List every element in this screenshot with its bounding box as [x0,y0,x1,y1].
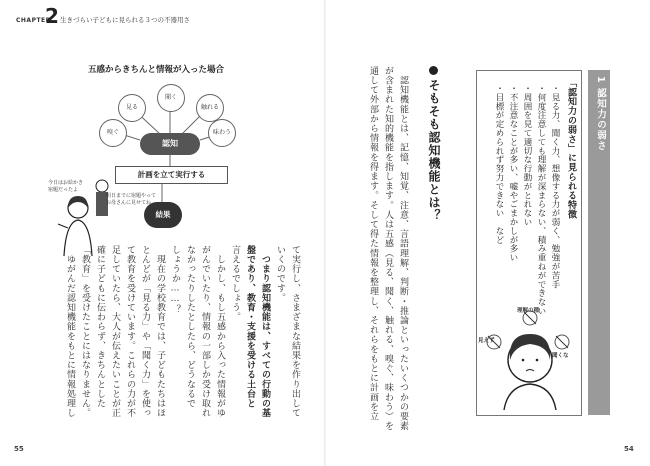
feature-item: ・見る力、聞く力、想像する力が弱く、勉強が苦手 [550,84,560,289]
body-line: なかったりしたとしたら、どうなるで [185,245,195,409]
page-number-right: 54 [624,445,634,453]
result-node: 結果 [144,202,182,228]
body-line-emphasis: つまり認知機能は、すべての行動の基 [260,245,270,418]
chapter-number: 2 [45,4,59,28]
sense-see: 見る [118,94,146,122]
body-line: 言えるでしょう。 [230,245,240,322]
body-line: 現在の学校教育では、子どもたちはほ [155,245,165,418]
body-line: 認知機能とは、記憶、知覚、注意、言語理解、判断・推論といったいくつかの要素 [398,66,408,431]
feature-item: ・目標が定められず努力できない など [494,84,504,245]
sense-taste: 味わう [208,119,236,147]
body-line: 「教育」を受けたことにはなりません。 [80,245,90,418]
heading-bullet-icon [429,66,438,75]
chapter-label: CHAPTER [16,17,51,24]
figure-label-understand: 理解の種 [517,308,540,314]
section-tab-label: 1 認知力の弱さ [595,76,606,151]
feature-box-title: 「認知力の弱さ」に見られる特徴 [566,78,576,219]
plan-node: 計画を立て実行する [115,166,228,184]
page-gutter [324,0,326,466]
child-speech-note: 今日はお絵かき 宿題だったよ [48,180,84,193]
ear-icon [555,335,569,349]
body-line: が含まれた知的機能を指します。人は五感（見る、聞く、触れる、嗅ぐ、味わう）を [383,66,393,431]
body-line: いくのです。 [275,245,285,303]
body-line: しかし、もし五感から入った情報がゆ [215,245,225,418]
sense-hear: 聞く [157,84,185,112]
page-number-left: 55 [14,445,24,453]
body-line: て実行し、さまざまな結果を作り出して [290,245,300,418]
body-line: しょうか……？ [170,245,180,315]
section-heading: そもそも認知機能とは？ [427,79,441,222]
cognition-node: 認知 [140,133,200,155]
body-line: 確に子どもに伝わらず、きちんとした [95,245,105,409]
body-line-emphasis: 盤であり、教育・支援を受ける土台と [245,245,255,409]
body-line: て教育を受けています。これらの力が不 [125,245,135,418]
feature-item: ・周囲を見て適切な行動がとれない [522,84,532,227]
body-line: がんでいたり、情報の一部しか受け取れ [200,245,210,418]
figure-label-hear: 聞くな [552,353,569,359]
feature-item: ・何度注意しても理解が深まらない、積み重ねができない [536,84,546,316]
adult-speech-note: 明日までに宿題やって お母さんに見せてね [106,193,157,206]
feature-item: ・不注意なことが多い、嘘やごまかしが多い [508,84,518,262]
chapter-title: 生きづらい子どもに見られる３つの不器用さ [60,16,190,24]
sense-smell: 嗅ぐ [99,119,127,147]
sense-touch: 触れる [196,94,224,122]
body-line: とんどが「見る力」や「聞く力」を使っ [140,245,150,418]
body-line: 通して外部から情報を得ます。そして得た情報を整理し、それらをもとに計画を立 [368,66,378,422]
body-line: 足していたら、大人が伝えたいことが正 [110,245,120,418]
body-line: ゆがんだ認知機能をもとに情報処理し [65,245,75,418]
figure-label-see: 見えず [478,338,495,344]
diagram-title: 五感からきちんと情報が入った場合 [88,65,225,75]
